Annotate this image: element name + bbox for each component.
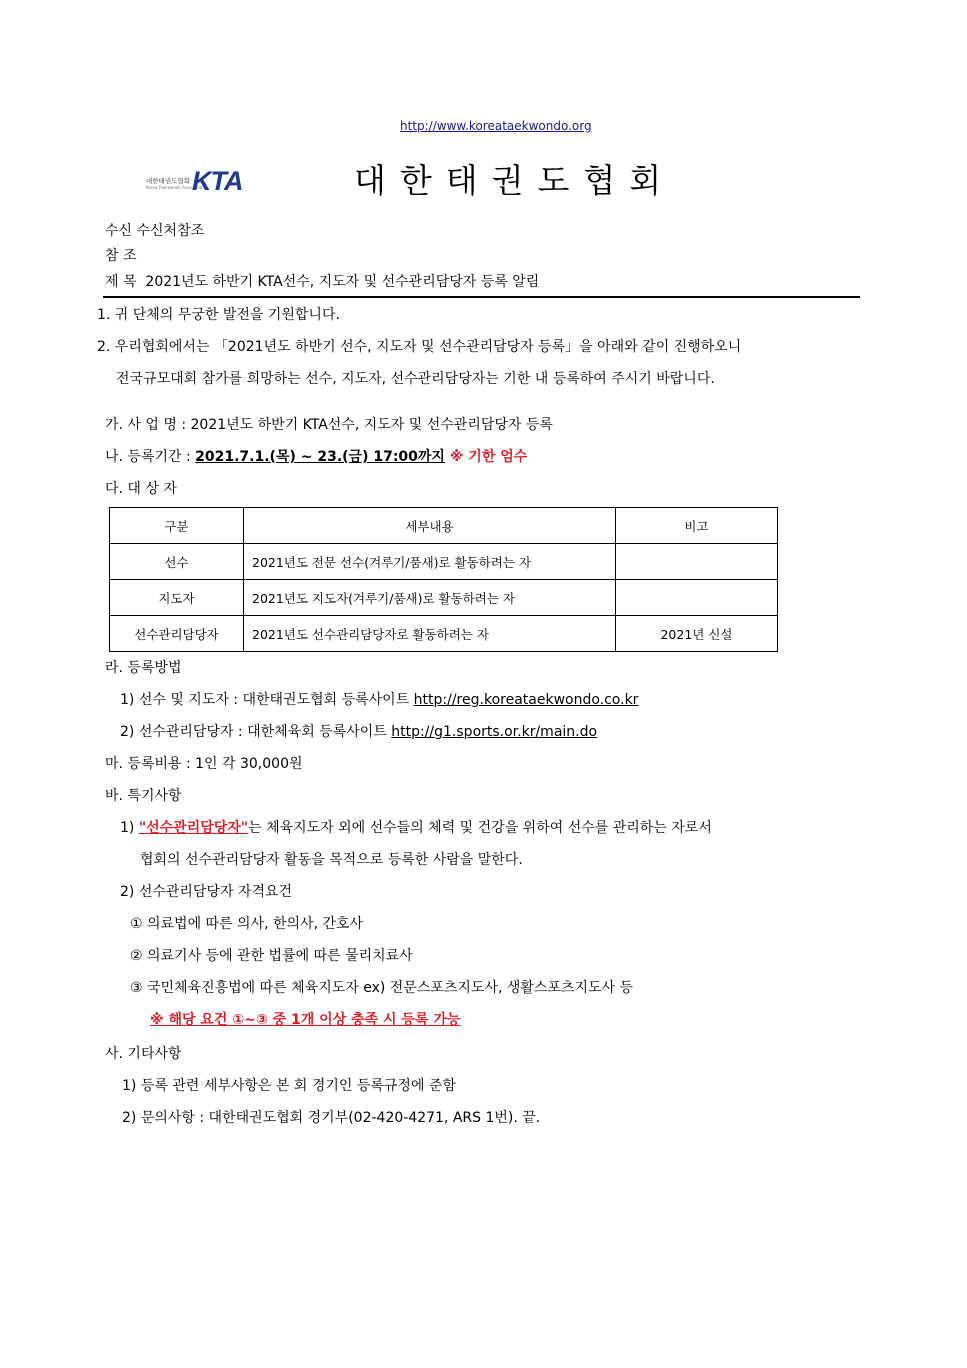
table-header: 세부내용 bbox=[244, 508, 616, 544]
paragraph-2-line-2: 전국규모대회 참가를 희망하는 선수, 지도자, 선수관리담당자는 기한 내 등록하여 주시기 바랍니다. bbox=[116, 371, 715, 387]
method-2-text: 2) 선수관리담당자 : 대한체육회 등록사이트 bbox=[120, 724, 392, 740]
sports-registration-link[interactable]: http://g1.sports.or.kr/main.do bbox=[391, 724, 598, 740]
deadline-note: ※ 기한 엄수 bbox=[444, 449, 528, 465]
item-ga: 가. 사 업 명 : 2021년도 하반기 KTA선수, 지도자 및 선수관리담당자 등록 bbox=[105, 417, 553, 433]
table-cell: 2021년도 선수관리담당자로 활동하려는 자 bbox=[244, 616, 616, 652]
subject-text: 2021년도 하반기 KTA선수, 지도자 및 선수관리담당자 등록 알림 bbox=[145, 274, 540, 290]
method-1-text: 1) 선수 및 지도자 : 대한태권도협회 등록사이트 bbox=[120, 692, 414, 708]
reference-line: 참 조 bbox=[105, 248, 137, 264]
kta-registration-link[interactable]: http://reg.koreataekwondo.co.kr bbox=[413, 692, 639, 708]
table-row bbox=[110, 544, 778, 580]
manager-highlight: "선수관리담당자" bbox=[138, 820, 249, 836]
table-cell: 2021년 신설 bbox=[616, 616, 778, 652]
item-ma: 마. 등록비용 : 1인 각 30,000원 bbox=[105, 756, 303, 772]
table-header: 구분 bbox=[110, 508, 244, 544]
logo-korean-text: 대한태권도협회 bbox=[146, 177, 190, 185]
requirement-1: ① 의료법에 따른 의사, 한의사, 간호사 bbox=[130, 916, 364, 932]
period-label: 나. 등록기간 : bbox=[105, 449, 196, 465]
other-2: 2) 문의사항 : 대한태권도협회 경기부(02-420-4271, ARS 1번). 끝. bbox=[122, 1110, 541, 1126]
table-header-row bbox=[110, 508, 778, 544]
header-divider bbox=[103, 296, 860, 298]
special-note-2: 2) 선수관리담당자 자격요건 bbox=[120, 884, 293, 900]
table-cell: 2021년도 지도자(겨루기/품새)로 활동하려는 자 bbox=[244, 580, 616, 616]
item-ba: 바. 특기사항 bbox=[105, 788, 182, 804]
method-1 bbox=[120, 691, 638, 709]
table-cell bbox=[616, 544, 778, 580]
requirement-2: ② 의료기사 등에 관한 법률에 따른 물리치료사 bbox=[130, 948, 413, 964]
item-sa: 사. 기타사항 bbox=[105, 1046, 182, 1062]
table-header: 비고 bbox=[616, 508, 778, 544]
note-1-rest: 는 체육지도자 외에 선수들의 체력 및 건강을 위하여 선수를 관리하는 자로서 bbox=[248, 820, 712, 836]
website-url-link[interactable]: http://www.koreataekwondo.org bbox=[400, 119, 592, 133]
subject-label: 제 목 bbox=[105, 274, 137, 290]
note-1-prefix: 1) bbox=[120, 820, 139, 836]
org-title: 대한태권도협회 bbox=[354, 161, 676, 200]
method-2 bbox=[120, 723, 597, 741]
recipient-line: 수신 수신처참조 bbox=[105, 223, 205, 239]
table-cell: 선수 bbox=[110, 544, 244, 580]
item-na bbox=[105, 448, 527, 466]
other-1: 1) 등록 관련 세부사항은 본 회 경기인 등록규정에 준함 bbox=[122, 1078, 456, 1094]
table-cell: 선수관리담당자 bbox=[110, 616, 244, 652]
special-note-1-line-2: 협회의 선수관리담당자 활동을 목적으로 등록한 사람을 말한다. bbox=[140, 852, 523, 868]
item-da: 다. 대 상 자 bbox=[105, 481, 177, 497]
paragraph-2-line-1: 2. 우리협회에서는 「2021년도 하반기 선수, 지도자 및 선수관리담당자 등록」을 아래와 같이 진행하오니 bbox=[97, 339, 742, 355]
logo-english-text: Korea Taekwondo Association bbox=[146, 185, 205, 190]
target-table bbox=[109, 507, 778, 652]
registration-period: 2021.7.1.(목) ~ 23.(금) 17:00까지 bbox=[195, 449, 445, 465]
subject-line bbox=[105, 273, 539, 291]
logo-kta-text: KTA bbox=[192, 166, 243, 196]
paragraph-1: 1. 귀 단체의 무궁한 발전을 기원합니다. bbox=[97, 307, 340, 323]
requirement-note: ※ 해당 요건 ①~③ 중 1개 이상 충족 시 등록 가능 bbox=[150, 1012, 461, 1028]
kta-logo bbox=[146, 164, 246, 196]
table-row bbox=[110, 616, 778, 652]
table-cell bbox=[616, 580, 778, 616]
special-note-1 bbox=[120, 819, 712, 837]
requirement-3: ③ 국민체육진흥법에 따른 체육지도자 ex) 전문스포츠지도사, 생활스포츠지도사 등 bbox=[130, 980, 634, 996]
item-ra: 라. 등록방법 bbox=[105, 660, 182, 676]
table-cell: 지도자 bbox=[110, 580, 244, 616]
table-row bbox=[110, 580, 778, 616]
table-cell: 2021년도 전문 선수(겨루기/품새)로 활동하려는 자 bbox=[244, 544, 616, 580]
